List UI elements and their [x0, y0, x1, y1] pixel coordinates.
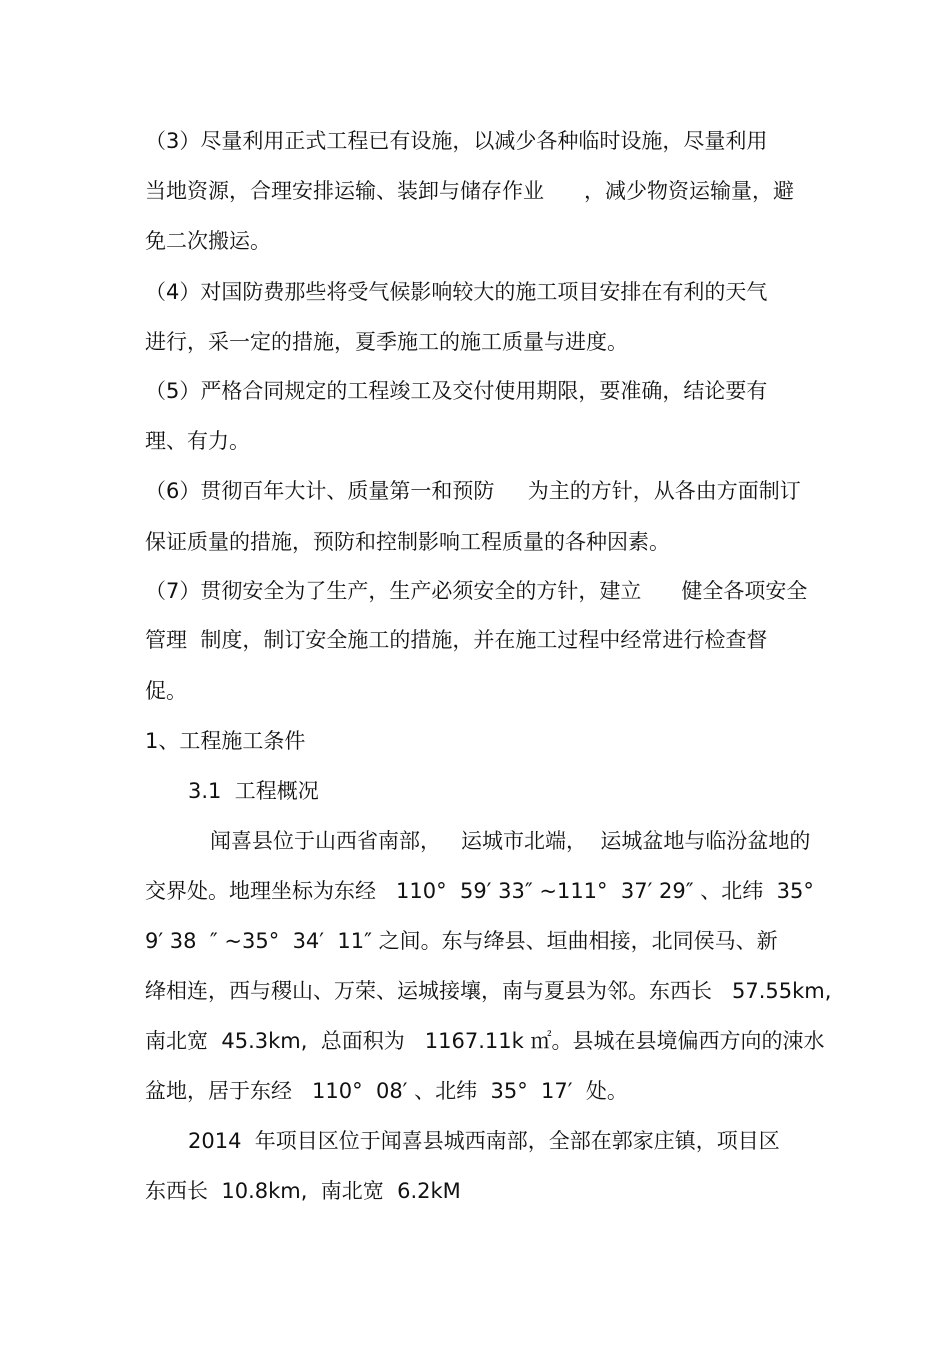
- subsection-heading: 3.1 工程概况: [188, 779, 319, 803]
- text-line: （3）尽量利用正式工程已有设施，以减少各种临时设施，尽量利用: [145, 129, 768, 153]
- text-line: 促。: [145, 679, 187, 703]
- text-line: 保证质量的措施，预防和控制影响工程质量的各种因素。: [145, 530, 670, 554]
- text-line: （7）贯彻安全为了生产，生产必须安全的方针，建立 健全各项安全: [145, 579, 808, 603]
- text-line: 闻喜县位于山西省南部， 运城市北端， 运城盆地与临汾盆地的: [210, 829, 811, 853]
- text-line: 9′ 38 ″ ~35° 34′ 11″ 之间。东与绛县、垣曲相接，北同侯马、新: [145, 929, 778, 953]
- section-heading: 1、工程施工条件: [145, 729, 306, 753]
- text-line: 当地资源，合理安排运输、装卸与储存作业 ，减少物资运输量，避: [145, 179, 795, 203]
- text-line: 2014 年项目区位于闻喜县城西南部，全部在郭家庄镇，项目区: [188, 1129, 780, 1153]
- text-line: （6）贯彻百年大计、质量第一和预防 为主的方针，从各由方面制订: [145, 479, 801, 503]
- text-line: 南北宽 45.3km, 总面积为 1167.11k ㎡。县城在县境偏西方向的涑水: [145, 1029, 825, 1053]
- text-line: 进行，采一定的措施，夏季施工的施工质量与进度。: [145, 330, 628, 354]
- text-line: 管理 制度，制订安全施工的措施，并在施工过程中经常进行检查督: [145, 628, 768, 652]
- text-line: （5）严格合同规定的工程竣工及交付使用期限，要准确，结论要有: [145, 379, 768, 403]
- text-line: 东西长 10.8km, 南北宽 6.2kM: [145, 1179, 461, 1203]
- text-line: 盆地，居于东经 110° 08′ 、北纬 35° 17′ 处。: [145, 1079, 628, 1103]
- text-line: 绛相连，西与稷山、万荣、运城接壤，南与夏县为邻。东西长 57.55km,: [145, 979, 832, 1003]
- text-line: 交界处。地理坐标为东经 110° 59′ 33″ ~111° 37′ 29″ 、北纬 35°: [145, 879, 814, 903]
- text-line: 理、有力。: [145, 429, 250, 453]
- text-line: （4）对国防费那些将受气候影响较大的施工项目安排在有利的天气: [145, 280, 768, 304]
- text-line: 免二次搬运。: [145, 229, 271, 253]
